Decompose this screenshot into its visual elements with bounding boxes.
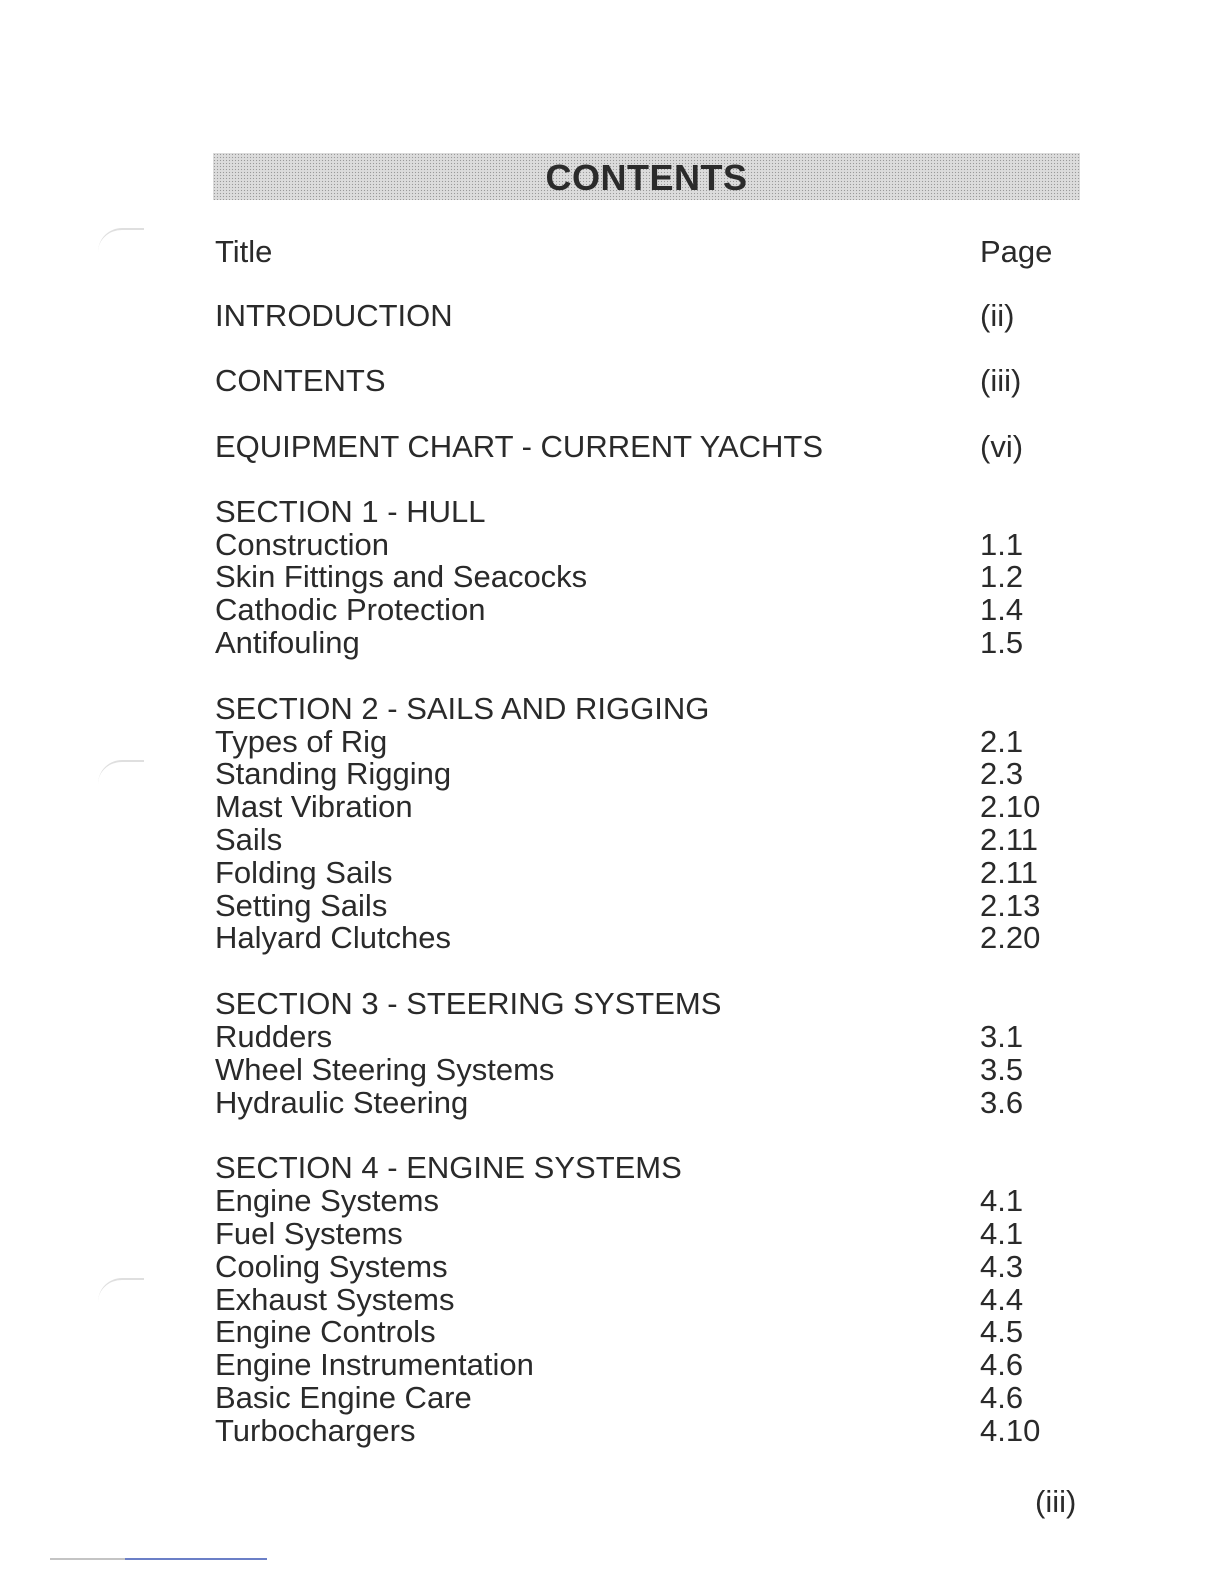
entry-title: Sails (215, 822, 283, 858)
entry-page: (iii) (980, 363, 1022, 399)
footer-rule-blue (125, 1558, 267, 1560)
toc-entry[interactable] (215, 1382, 1095, 1415)
entry-title: Turbochargers (215, 1412, 416, 1448)
entry-title: Cathodic Protection (215, 592, 486, 628)
section-heading-text: SECTION 4 - ENGINE SYSTEMS (215, 1150, 682, 1186)
entry-page: 1.2 (980, 559, 1024, 595)
toc-entry[interactable] (215, 922, 1095, 955)
toc-entry[interactable] (215, 1084, 1095, 1120)
entry-page: 4.10 (980, 1412, 1041, 1448)
entry-page: 2.13 (980, 887, 1041, 923)
entry-page: 2.11 (980, 854, 1039, 890)
entry-title: Exhaust Systems (215, 1281, 455, 1317)
entry-page: 4.1 (980, 1216, 1024, 1252)
section-heading[interactable] (215, 1152, 1095, 1185)
entry-title: INTRODUCTION (215, 298, 453, 333)
toc-entry[interactable] (215, 1185, 1095, 1218)
section-heading-text: SECTION 3 - STEERING SYSTEMS (215, 986, 722, 1022)
entry-title: Construction (215, 526, 390, 562)
punch-hole-bottom (98, 1278, 144, 1330)
section-heading-text: SECTION 2 - SAILS AND RIGGING (215, 690, 710, 726)
toc-entry[interactable] (215, 1281, 1095, 1317)
entry-title: Skin Fittings and Seacocks (215, 559, 588, 595)
toc-entry-introduction[interactable] (215, 300, 1095, 333)
toc-entry[interactable] (215, 1349, 1095, 1382)
entry-title: Basic Engine Care (215, 1380, 472, 1416)
punch-hole-top (98, 228, 144, 280)
entry-page: 2.11 (980, 822, 1039, 858)
entry-page: (ii) (980, 298, 1015, 333)
section-heading-text: SECTION 1 - HULL (215, 493, 486, 529)
toc-entry-equipment-chart[interactable] (215, 428, 1095, 464)
toc-entry[interactable] (215, 1316, 1095, 1349)
entry-title: Rudders (215, 1019, 333, 1055)
section-sails-and-rigging (215, 690, 1095, 956)
entry-page: 4.5 (980, 1314, 1024, 1350)
entry-title: CONTENTS (215, 363, 386, 399)
toc-entry[interactable] (215, 854, 1095, 890)
section-hull (215, 493, 1095, 661)
column-header-page: Page (980, 234, 1053, 269)
entry-title: Engine Instrumentation (215, 1347, 534, 1383)
entry-title: Antifouling (215, 625, 360, 661)
entry-title: Folding Sails (215, 854, 393, 890)
entry-page: 1.5 (980, 625, 1024, 661)
entry-title: Fuel Systems (215, 1216, 403, 1252)
toc-entry[interactable] (215, 561, 1095, 594)
entry-page: 4.6 (980, 1347, 1024, 1383)
section-engine-systems (215, 1152, 1095, 1447)
section-heading[interactable] (215, 988, 1095, 1021)
toc-entry[interactable] (215, 723, 1095, 759)
entry-title: Wheel Steering Systems (215, 1051, 555, 1087)
entry-title: Hydraulic Steering (215, 1084, 469, 1120)
toc-entry[interactable] (215, 627, 1095, 660)
entry-title: Setting Sails (215, 887, 388, 923)
toc-entry[interactable] (215, 824, 1095, 857)
toc-entry-contents[interactable] (215, 365, 1095, 398)
punch-hole-middle (98, 760, 144, 812)
page-number: (iii) (1035, 1484, 1077, 1519)
footer-rule-left (50, 1558, 125, 1560)
entry-page: 2.3 (980, 756, 1024, 792)
toc-entry[interactable] (215, 526, 1095, 562)
entry-title: EQUIPMENT CHART - CURRENT YACHTS (215, 428, 824, 464)
entry-page: 2.1 (980, 723, 1024, 759)
toc-entry[interactable] (215, 791, 1095, 824)
toc-entry[interactable] (215, 1248, 1095, 1284)
toc-entry[interactable] (215, 594, 1095, 627)
toc-entry[interactable] (215, 1218, 1095, 1251)
entry-page: 1.4 (980, 592, 1024, 628)
entry-page: 4.1 (980, 1183, 1024, 1219)
entry-page: 3.5 (980, 1051, 1024, 1087)
section-heading[interactable] (215, 690, 1095, 726)
entry-page: 2.10 (980, 789, 1041, 825)
page-title: CONTENTS (545, 157, 748, 198)
entry-title: Standing Rigging (215, 756, 452, 792)
toc-entry[interactable] (215, 887, 1095, 923)
entry-page: 3.6 (980, 1084, 1024, 1120)
entry-title: Mast Vibration (215, 789, 413, 825)
toc-entry[interactable] (215, 758, 1095, 791)
entry-title: Halyard Clutches (215, 920, 452, 956)
toc-entry[interactable] (215, 1021, 1095, 1054)
entry-page: 4.3 (980, 1248, 1024, 1284)
entry-title: Types of Rig (215, 723, 388, 759)
column-header-title: Title (215, 234, 273, 269)
section-steering-systems (215, 988, 1095, 1119)
entry-page: (vi) (980, 428, 1024, 464)
entry-page: 3.1 (980, 1019, 1024, 1055)
section-heading[interactable] (215, 493, 1095, 529)
entry-page: 4.6 (980, 1380, 1024, 1416)
entry-title: Engine Systems (215, 1183, 439, 1219)
toc-entry[interactable] (215, 1051, 1095, 1087)
entry-title: Cooling Systems (215, 1248, 448, 1284)
contents-banner (213, 153, 1080, 200)
toc-entry[interactable] (215, 1412, 1095, 1448)
entry-page: 4.4 (980, 1281, 1024, 1317)
entry-page: 2.20 (980, 920, 1041, 956)
entry-page: 1.1 (980, 526, 1024, 562)
entry-title: Engine Controls (215, 1314, 436, 1350)
table-of-contents (215, 300, 1095, 1481)
